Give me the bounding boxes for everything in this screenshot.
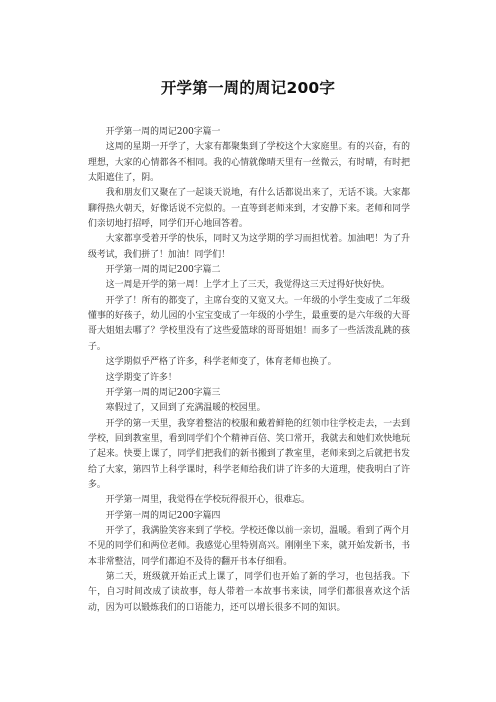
- paragraph: 寒假过了，又回到了充满温暖的校园里。: [105, 403, 266, 414]
- section-heading: 开学第一周的周记200字篇四: [105, 510, 221, 521]
- paragraph: 第二天，班级就开始正式上课了，同学们也开始了新的学习，也包括我。下午，自习时间改成了读故事，每人带着一本故事书来读，同学们都很喜欢这个活动，因为可以锻炼我们的口语能力，还可以增长很多不同的知识。: [88, 571, 410, 613]
- document-title: 开学第一周的周记200字: [160, 79, 336, 97]
- paragraph: 大家都享受着开学的快乐，同时又为这学期的学习而担忧着。加油吧！为了升级考试，我们拼了！加油！同学们！: [88, 234, 410, 260]
- paragraph: 开学了，我满脸笑容来到了学校。学校还像以前一亲切，温暖。看到了两个月不见的同学们和两位老师。我感觉心里特别高兴。刚刚坐下来，就开始发新书，书本非常整洁，同学们都迫不及待的翻开书本仔细看。: [88, 525, 410, 567]
- document-body: [88, 125, 410, 616]
- paragraph: 这周的星期一开学了，大家有都聚集到了学校这个大家庭里。有的兴奋，有的理想，大家的心情都各不相同。我的心情就像晴天里有一丝微云，有时晴，有时把太阳遮住了，阴。: [88, 142, 410, 184]
- section-heading: 开学第一周的周记200字篇三: [105, 387, 221, 398]
- paragraph: 这一周是开学的第一周！上学才上了三天，我觉得这三天过得好快好快。: [105, 280, 390, 291]
- paragraph: 这学期似乎严格了许多，科学老师变了，体育老师也换了。: [105, 357, 337, 368]
- section-heading: 开学第一周的周记200字篇一: [105, 127, 221, 137]
- paragraph: 我和朋友们又聚在了一起谈天说地，有什么话都说出来了，无话不谈。大家都聊得热火朝天，好像话说不完似的。一直等到老师来到，才安静下来。老师和同学们亲切地打招呼，同学们开心地回答着。: [88, 188, 410, 230]
- paragraph: 开学的第一天里，我穿着整洁的校服和戴着鲜艳的红领巾往学校走去，一去到学校，回到教室里，看到同学们个个精神百倍、笑口常开，我就去和她们欢快地玩了起来。快要上课了，同学们把我们的新书搬到了教室里，老师来到之后就把书发给了大家，第四节上科学课时，科学老师给我们讲了许多的大道理，使我明白了许多。: [88, 418, 410, 490]
- paragraph: 开学了！所有的都变了，主席台变的又宽又大。一年级的小学生变成了二年级懂事的好孩子，幼儿园的小宝宝变成了一年级的小学生，最重要的是六年级的大哥哥大姐姐去哪了？学校里没有了这些爱篮球的哥哥姐姐！而多了一些活泼乱跳的孩子。: [88, 295, 410, 352]
- paragraph: 开学第一周里，我觉得在学校玩得很开心，很难忘。: [105, 495, 310, 506]
- section-heading: 开学第一周的周记200字篇二: [105, 265, 221, 276]
- paragraph: 这学期变了许多！: [105, 372, 177, 383]
